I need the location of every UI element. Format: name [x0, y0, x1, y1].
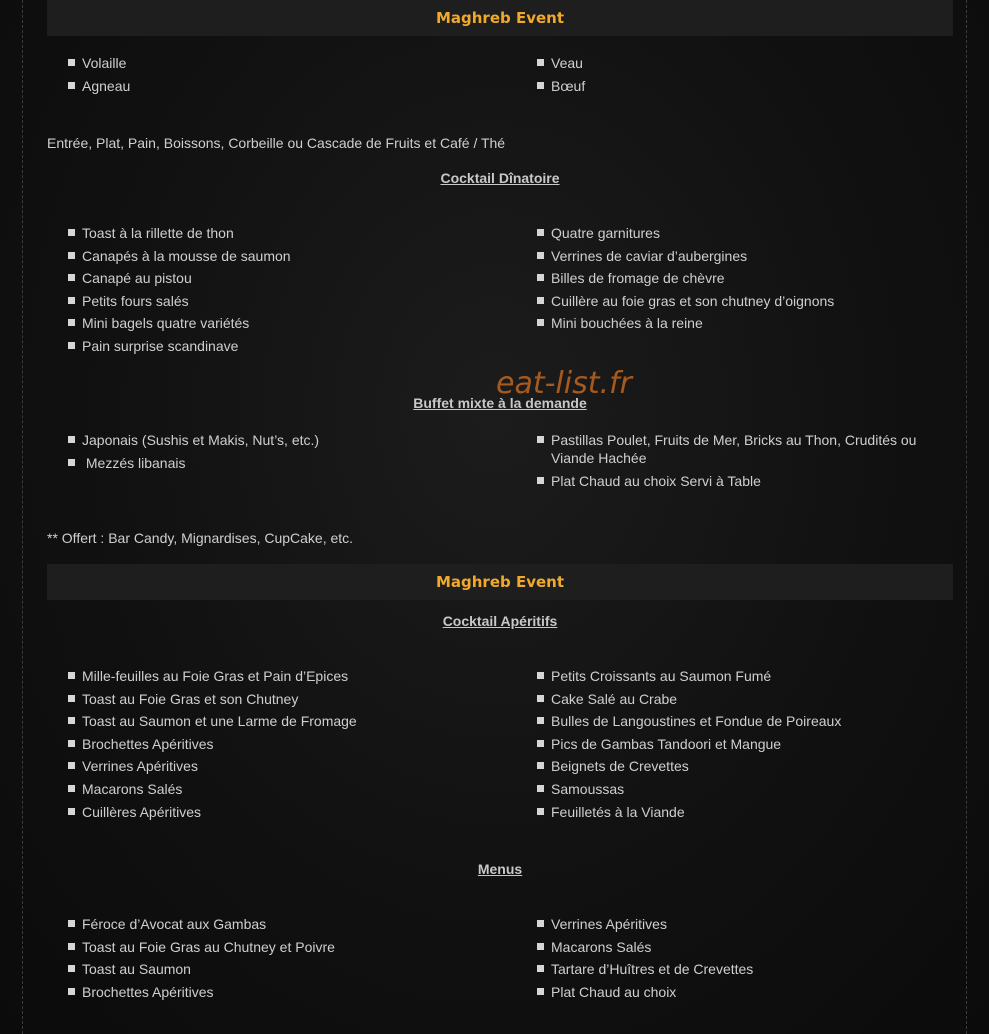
list-item	[68, 337, 508, 355]
list-item	[537, 780, 937, 798]
list-item	[537, 431, 927, 467]
bullet-square-icon	[537, 943, 544, 950]
bullet-square-icon	[68, 297, 75, 304]
bullet-square-icon	[537, 229, 544, 236]
list-item-label: Toast au Foie Gras et son Chutney	[82, 690, 299, 707]
list-item-label: Agneau	[82, 77, 131, 94]
list-item	[68, 757, 508, 775]
list-item	[68, 667, 508, 685]
bullet-square-icon	[68, 988, 75, 995]
list-item	[537, 292, 937, 310]
list-item-label: Cake Salé au Crabe	[551, 690, 678, 707]
right-stitch-border	[966, 0, 967, 1034]
bullet-square-icon	[68, 459, 75, 466]
list-item-label: Feuilletés à la Viande	[551, 803, 685, 820]
list-item	[68, 960, 508, 978]
bullet-square-icon	[68, 252, 75, 259]
bullet-square-icon	[537, 297, 544, 304]
left-stitch-border	[22, 0, 23, 1034]
list-item	[537, 667, 937, 685]
bullet-square-icon	[68, 717, 75, 724]
list-item	[68, 983, 508, 1001]
bullet-square-icon	[537, 274, 544, 281]
list-item	[537, 472, 927, 490]
bullet-square-icon	[537, 920, 544, 927]
list-item-label: Quatre garnitures	[551, 225, 660, 241]
list-item	[537, 915, 937, 933]
list-item	[537, 77, 937, 95]
bullet-square-icon	[68, 82, 75, 89]
list-item-label: Pain surprise scandinave	[82, 337, 239, 354]
list-item-label: Macarons Salés	[82, 780, 183, 797]
list-item-label: Plat Chaud au choix Servi à Table	[551, 472, 761, 489]
bullet-square-icon	[68, 808, 75, 815]
list-item	[68, 54, 508, 72]
bullet-square-icon	[537, 59, 544, 66]
list-item-label: Mini bouchées à la reine	[551, 315, 703, 332]
offer-note: ** Offert : Bar Candy, Mignardises, CupCake, etc.	[47, 530, 354, 546]
list-item-label: Mini bagels quatre variétés	[82, 315, 250, 332]
list-item	[68, 431, 508, 449]
list-item-label: Canapé au pistou	[82, 270, 192, 287]
list-item	[68, 314, 508, 332]
list-item-label: Cuillère au foie gras et son chutney d’oignons	[551, 292, 835, 309]
menus-list-left	[68, 915, 508, 1005]
list-item	[68, 803, 508, 821]
bullet-square-icon	[537, 82, 544, 89]
bullet-square-icon	[68, 740, 75, 747]
list-item-label: Mille-feuilles au Foie Gras et Pain d’Epices	[82, 668, 349, 684]
list-item-label: Toast au Foie Gras au Chutney et Poivre	[82, 938, 335, 955]
bullet-square-icon	[68, 229, 75, 236]
list-item	[68, 77, 508, 95]
list-item-label: Brochettes Apéritives	[82, 983, 214, 1000]
bullet-square-icon	[68, 274, 75, 281]
cocktail-dinatoire-heading: Cocktail Dînatoire	[440, 170, 560, 186]
list-item	[68, 247, 508, 265]
bullet-square-icon	[68, 965, 75, 972]
list-item	[537, 314, 937, 332]
list-item-label: Mezzés libanais	[82, 454, 186, 471]
bullet-square-icon	[537, 477, 544, 484]
bullet-square-icon	[537, 695, 544, 702]
list-item-label: Tartare d’Huîtres et de Crevettes	[551, 961, 754, 978]
list-item-label: Billes de fromage de chèvre	[551, 270, 725, 287]
bullet-square-icon	[68, 943, 75, 950]
list-item-label: Petits fours salés	[82, 292, 189, 309]
bullet-square-icon	[537, 740, 544, 747]
list-item-label: Toast à la rillette de thon	[82, 225, 234, 241]
bullet-square-icon	[68, 920, 75, 927]
list-item-label: Volaille	[82, 55, 127, 71]
bullet-square-icon	[68, 436, 75, 443]
list-item-label: Petits Croissants au Saumon Fumé	[551, 668, 772, 684]
bullet-square-icon	[68, 319, 75, 326]
list-item	[68, 780, 508, 798]
list-item	[68, 712, 508, 730]
bullet-square-icon	[537, 319, 544, 326]
menus-heading: Menus	[477, 861, 523, 877]
list-item	[537, 938, 937, 956]
list-item-label: Pics de Gambas Tandoori et Mangue	[551, 735, 782, 752]
list-item	[537, 690, 937, 708]
list-item-label: Veau	[551, 55, 583, 71]
list-item	[537, 757, 937, 775]
bullet-square-icon	[68, 762, 75, 769]
buffet-list-left	[68, 431, 508, 476]
bullet-square-icon	[68, 59, 75, 66]
bullet-square-icon	[537, 965, 544, 972]
list-item	[537, 960, 937, 978]
list-item	[537, 712, 937, 730]
list-item-label: Macarons Salés	[551, 938, 652, 955]
list-item-label: Toast au Saumon et une Larme de Fromage	[82, 713, 357, 730]
bullet-square-icon	[537, 672, 544, 679]
list-item	[68, 224, 508, 242]
buffet-heading: Buffet mixte à la demande	[413, 395, 587, 411]
aperitif-list-left	[68, 667, 508, 825]
bullet-square-icon	[68, 342, 75, 349]
watermark-logo: eat-list.fr	[496, 366, 632, 401]
list-item-label: Brochettes Apéritives	[82, 735, 214, 752]
list-item	[68, 690, 508, 708]
list-item-label: Féroce d’Avocat aux Gambas	[82, 916, 267, 932]
list-item-label: Verrines de caviar d’aubergines	[551, 247, 748, 264]
list-item-label: Beignets de Crevettes	[551, 758, 689, 775]
list-item	[68, 292, 508, 310]
buffet-list-right	[537, 431, 927, 494]
bullet-square-icon	[68, 695, 75, 702]
list-item-label: Bulles de Langoustines et Fondue de Poireaux	[551, 713, 842, 730]
list-item	[68, 269, 508, 287]
cocktail-list-right	[537, 224, 937, 337]
list-item-label: Verrines Apéritives	[551, 916, 667, 932]
list-item	[68, 735, 508, 753]
meat-list-right	[537, 54, 937, 99]
bullet-square-icon	[537, 762, 544, 769]
meat-list-left	[68, 54, 508, 99]
bullet-square-icon	[537, 717, 544, 724]
list-item	[537, 224, 937, 242]
list-item-label: Plat Chaud au choix	[551, 983, 677, 1000]
bullet-square-icon	[537, 785, 544, 792]
list-item-label: Bœuf	[551, 77, 586, 94]
bullet-square-icon	[68, 785, 75, 792]
list-item	[68, 938, 508, 956]
list-item	[68, 454, 508, 472]
bullet-square-icon	[537, 436, 544, 443]
aperitif-list-right	[537, 667, 937, 825]
section-title-bar: Maghreb Event	[47, 0, 953, 36]
list-item	[68, 915, 508, 933]
cocktail-aperitifs-heading: Cocktail Apéritifs	[442, 613, 558, 629]
list-item-label: Toast au Saumon	[82, 961, 191, 978]
section-title-bar: Maghreb Event	[47, 564, 953, 600]
list-item-label: Pastillas Poulet, Fruits de Mer, Bricks au Thon, Crudités ou Viande Hachée	[551, 432, 921, 466]
menus-list-right	[537, 915, 937, 1005]
list-item	[537, 269, 937, 287]
cocktail-list-left	[68, 224, 508, 360]
bullet-square-icon	[537, 252, 544, 259]
list-item-label: Canapés à la mousse de saumon	[82, 247, 291, 264]
list-item-label: Samoussas	[551, 780, 625, 797]
list-item	[537, 54, 937, 72]
list-item-label: Cuillères Apéritives	[82, 803, 202, 820]
list-item	[537, 735, 937, 753]
list-item-label: Japonais (Sushis et Makis, Nut’s, etc.)	[82, 432, 320, 448]
list-item	[537, 247, 937, 265]
list-item	[537, 983, 937, 1001]
bullet-square-icon	[68, 672, 75, 679]
list-item-label: Verrines Apéritives	[82, 758, 198, 775]
list-item	[537, 803, 937, 821]
menu-includes-note: Entrée, Plat, Pain, Boissons, Corbeille ou Cascade de Fruits et Café / Thé	[47, 135, 506, 151]
bullet-square-icon	[537, 808, 544, 815]
bullet-square-icon	[537, 988, 544, 995]
